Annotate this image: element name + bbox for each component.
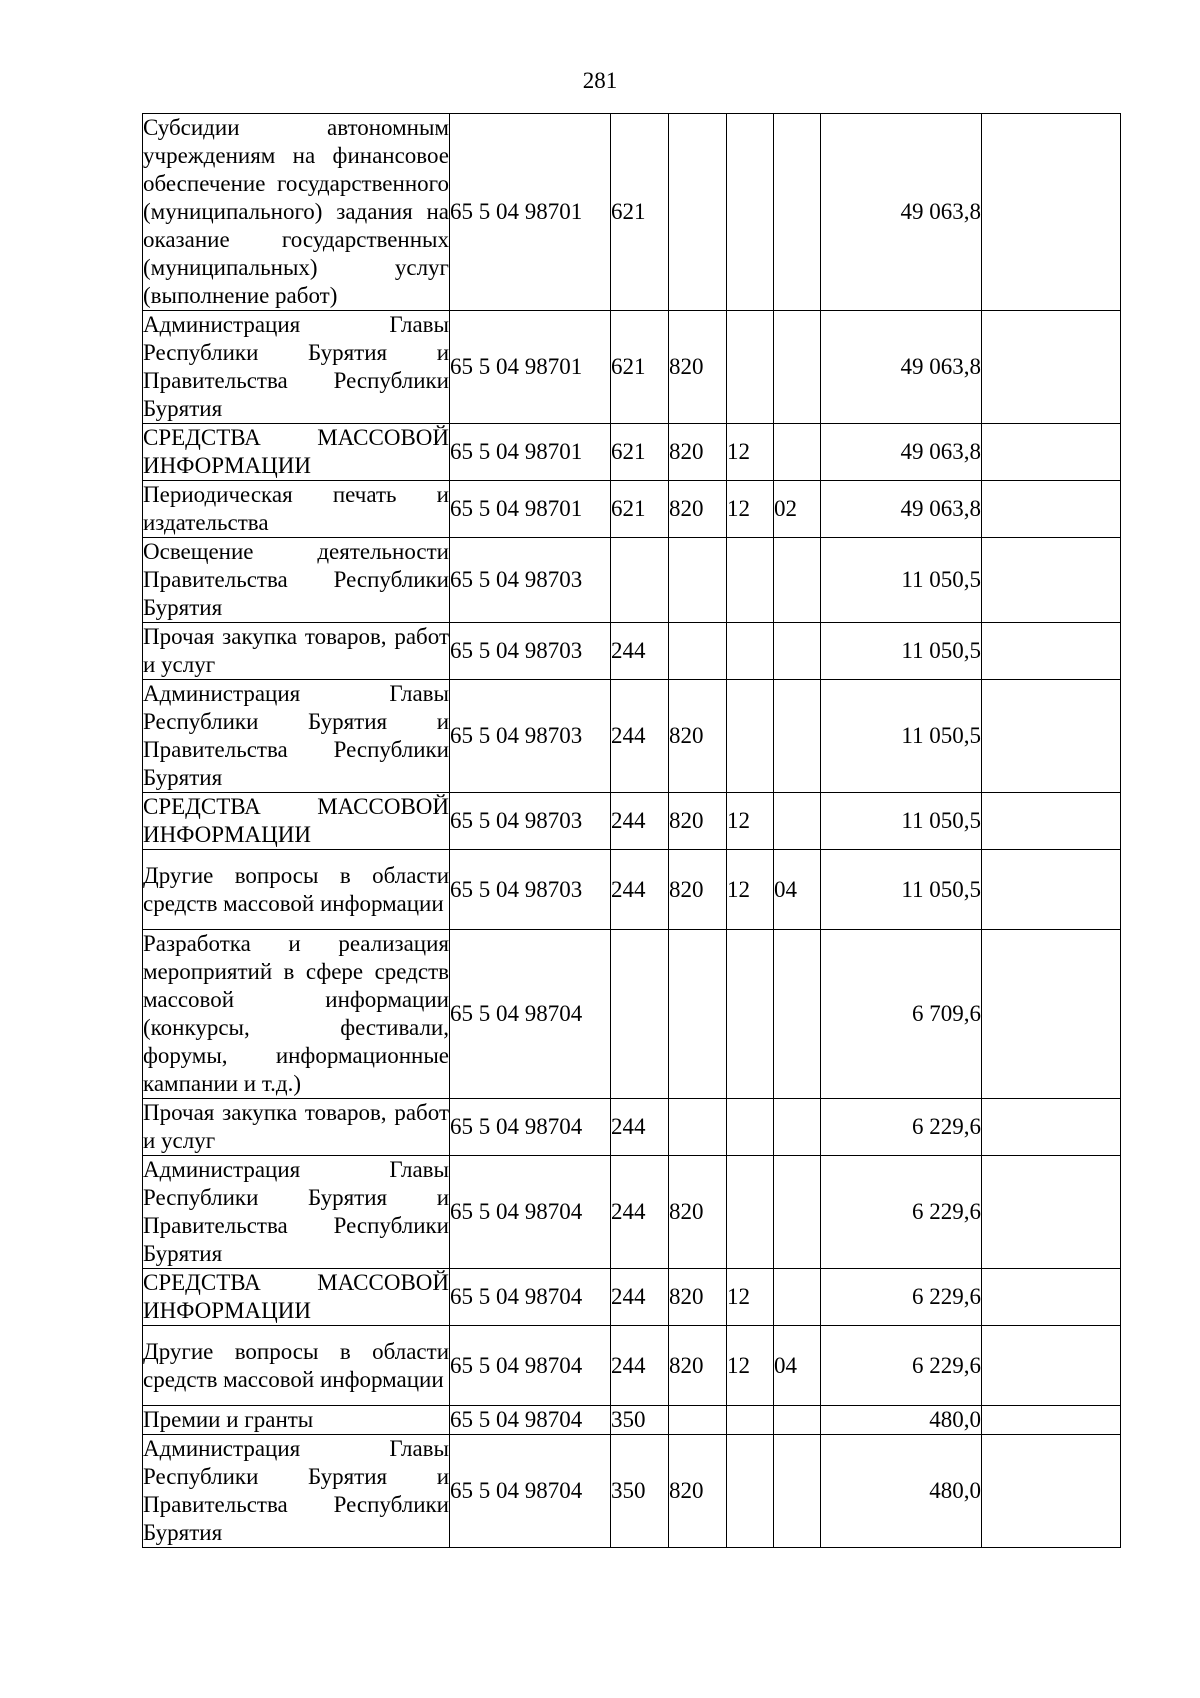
cell-amount: 49 063,8 <box>821 114 982 311</box>
cell-expense-type: 244 <box>611 1326 669 1406</box>
cell-subsection <box>774 538 821 623</box>
table-row <box>143 1326 1121 1406</box>
cell-subsection <box>774 311 821 424</box>
cell-description: Администрация Главы Республики Бурятия и Правительства Республики Бурятия <box>143 1435 450 1548</box>
cell-empty <box>982 424 1121 481</box>
cell-expense-type: 621 <box>611 424 669 481</box>
table-row <box>143 114 1121 311</box>
table-row <box>143 538 1121 623</box>
cell-ministry-code <box>669 930 727 1099</box>
cell-section <box>727 680 774 793</box>
cell-empty <box>982 793 1121 850</box>
cell-description: Администрация Главы Республики Бурятия и Правительства Республики Бурятия <box>143 311 450 424</box>
cell-ministry-code: 820 <box>669 680 727 793</box>
cell-description: Освещение деятельности Правительства Республики Бурятия <box>143 538 450 623</box>
cell-amount: 11 050,5 <box>821 793 982 850</box>
cell-section: 12 <box>727 1326 774 1406</box>
cell-empty <box>982 114 1121 311</box>
cell-expense-type <box>611 538 669 623</box>
cell-expense-type: 244 <box>611 680 669 793</box>
cell-ministry-code <box>669 538 727 623</box>
cell-empty <box>982 538 1121 623</box>
cell-section: 12 <box>727 793 774 850</box>
cell-target-article: 65 5 04 98703 <box>450 680 611 793</box>
cell-ministry-code: 820 <box>669 1435 727 1548</box>
table-row <box>143 1406 1121 1435</box>
cell-empty <box>982 311 1121 424</box>
cell-empty <box>982 930 1121 1099</box>
cell-description: Администрация Главы Республики Бурятия и Правительства Республики Бурятия <box>143 1156 450 1269</box>
cell-section: 12 <box>727 424 774 481</box>
cell-empty <box>982 1326 1121 1406</box>
cell-ministry-code: 820 <box>669 793 727 850</box>
cell-amount: 11 050,5 <box>821 538 982 623</box>
table-row <box>143 623 1121 680</box>
cell-empty <box>982 1156 1121 1269</box>
cell-expense-type: 244 <box>611 850 669 930</box>
table-row <box>143 680 1121 793</box>
cell-subsection <box>774 1156 821 1269</box>
table-row <box>143 424 1121 481</box>
cell-target-article: 65 5 04 98703 <box>450 623 611 680</box>
cell-description: Периодическая печать и издательства <box>143 481 450 538</box>
cell-expense-type: 244 <box>611 793 669 850</box>
cell-ministry-code <box>669 114 727 311</box>
cell-description: Премии и гранты <box>143 1406 450 1435</box>
cell-subsection <box>774 680 821 793</box>
cell-amount: 11 050,5 <box>821 850 982 930</box>
cell-section <box>727 930 774 1099</box>
cell-amount: 49 063,8 <box>821 481 982 538</box>
cell-section <box>727 623 774 680</box>
cell-description: Прочая закупка товаров, работ и услуг <box>143 623 450 680</box>
cell-amount: 480,0 <box>821 1435 982 1548</box>
cell-empty <box>982 680 1121 793</box>
cell-expense-type: 621 <box>611 311 669 424</box>
cell-section <box>727 538 774 623</box>
cell-description: СРЕДСТВА МАССОВОЙ ИНФОРМАЦИИ <box>143 793 450 850</box>
cell-subsection: 04 <box>774 1326 821 1406</box>
cell-expense-type: 621 <box>611 481 669 538</box>
cell-subsection <box>774 623 821 680</box>
cell-amount: 6 709,6 <box>821 930 982 1099</box>
cell-amount: 49 063,8 <box>821 424 982 481</box>
table-row <box>143 481 1121 538</box>
cell-target-article: 65 5 04 98703 <box>450 793 611 850</box>
cell-ministry-code <box>669 1406 727 1435</box>
cell-target-article: 65 5 04 98701 <box>450 424 611 481</box>
cell-subsection <box>774 1406 821 1435</box>
cell-ministry-code: 820 <box>669 850 727 930</box>
cell-amount: 480,0 <box>821 1406 982 1435</box>
cell-subsection <box>774 1435 821 1548</box>
cell-amount: 11 050,5 <box>821 680 982 793</box>
cell-amount: 6 229,6 <box>821 1326 982 1406</box>
cell-amount: 6 229,6 <box>821 1156 982 1269</box>
cell-description: Разработка и реализация мероприятий в сфере средств массовой информации (конкурсы, фестивали, форумы, информационные кампании и т.д.) <box>143 930 450 1099</box>
budget-table-body <box>143 114 1121 1548</box>
cell-subsection <box>774 114 821 311</box>
cell-subsection <box>774 793 821 850</box>
cell-amount: 11 050,5 <box>821 623 982 680</box>
cell-target-article: 65 5 04 98704 <box>450 1099 611 1156</box>
cell-empty <box>982 1099 1121 1156</box>
cell-ministry-code: 820 <box>669 1156 727 1269</box>
cell-target-article: 65 5 04 98704 <box>450 1156 611 1269</box>
cell-expense-type <box>611 930 669 1099</box>
cell-description: Другие вопросы в области средств массовой информации <box>143 1326 450 1406</box>
cell-subsection <box>774 1269 821 1326</box>
cell-section <box>727 1406 774 1435</box>
page-number: 281 <box>582 68 618 93</box>
table-row <box>143 1099 1121 1156</box>
cell-expense-type: 350 <box>611 1406 669 1435</box>
cell-section <box>727 1099 774 1156</box>
cell-section <box>727 114 774 311</box>
table-row <box>143 1156 1121 1269</box>
cell-description: Другие вопросы в области средств массовой информации <box>143 850 450 930</box>
cell-empty <box>982 1269 1121 1326</box>
cell-description: Прочая закупка товаров, работ и услуг <box>143 1099 450 1156</box>
cell-section <box>727 1435 774 1548</box>
cell-target-article: 65 5 04 98704 <box>450 1269 611 1326</box>
cell-target-article: 65 5 04 98703 <box>450 538 611 623</box>
cell-description: СРЕДСТВА МАССОВОЙ ИНФОРМАЦИИ <box>143 1269 450 1326</box>
cell-subsection <box>774 1099 821 1156</box>
cell-empty <box>982 1406 1121 1435</box>
cell-section: 12 <box>727 481 774 538</box>
table-row <box>143 793 1121 850</box>
cell-ministry-code: 820 <box>669 1269 727 1326</box>
cell-description: Администрация Главы Республики Бурятия и Правительства Республики Бурятия <box>143 680 450 793</box>
cell-subsection <box>774 424 821 481</box>
cell-target-article: 65 5 04 98704 <box>450 930 611 1099</box>
cell-ministry-code <box>669 1099 727 1156</box>
cell-ministry-code: 820 <box>669 424 727 481</box>
cell-section: 12 <box>727 1269 774 1326</box>
cell-section <box>727 1156 774 1269</box>
cell-amount: 49 063,8 <box>821 311 982 424</box>
cell-ministry-code: 820 <box>669 481 727 538</box>
cell-target-article: 65 5 04 98701 <box>450 114 611 311</box>
cell-expense-type: 244 <box>611 1156 669 1269</box>
cell-expense-type: 621 <box>611 114 669 311</box>
cell-target-article: 65 5 04 98704 <box>450 1326 611 1406</box>
cell-empty <box>982 481 1121 538</box>
cell-description: СРЕДСТВА МАССОВОЙ ИНФОРМАЦИИ <box>143 424 450 481</box>
cell-target-article: 65 5 04 98701 <box>450 311 611 424</box>
cell-subsection: 02 <box>774 481 821 538</box>
cell-empty <box>982 1435 1121 1548</box>
cell-subsection: 04 <box>774 850 821 930</box>
cell-amount: 6 229,6 <box>821 1099 982 1156</box>
cell-section <box>727 311 774 424</box>
cell-target-article: 65 5 04 98703 <box>450 850 611 930</box>
table-row <box>143 850 1121 930</box>
table-row <box>143 930 1121 1099</box>
cell-target-article: 65 5 04 98704 <box>450 1406 611 1435</box>
cell-ministry-code <box>669 623 727 680</box>
cell-ministry-code: 820 <box>669 1326 727 1406</box>
cell-empty <box>982 850 1121 930</box>
table-row <box>143 1269 1121 1326</box>
cell-empty <box>982 623 1121 680</box>
cell-expense-type: 244 <box>611 1269 669 1326</box>
cell-ministry-code: 820 <box>669 311 727 424</box>
table-row <box>143 311 1121 424</box>
cell-expense-type: 350 <box>611 1435 669 1548</box>
cell-description: Субсидии автономным учреждениям на финансовое обеспечение государственного (муниципального) задания на оказание государственных (муниципальных) услуг (выполнение работ) <box>143 114 450 311</box>
cell-section: 12 <box>727 850 774 930</box>
cell-expense-type: 244 <box>611 1099 669 1156</box>
table-row <box>143 1435 1121 1548</box>
cell-subsection <box>774 930 821 1099</box>
cell-expense-type: 244 <box>611 623 669 680</box>
cell-amount: 6 229,6 <box>821 1269 982 1326</box>
cell-target-article: 65 5 04 98701 <box>450 481 611 538</box>
cell-target-article: 65 5 04 98704 <box>450 1435 611 1548</box>
budget-table <box>142 113 1121 1548</box>
